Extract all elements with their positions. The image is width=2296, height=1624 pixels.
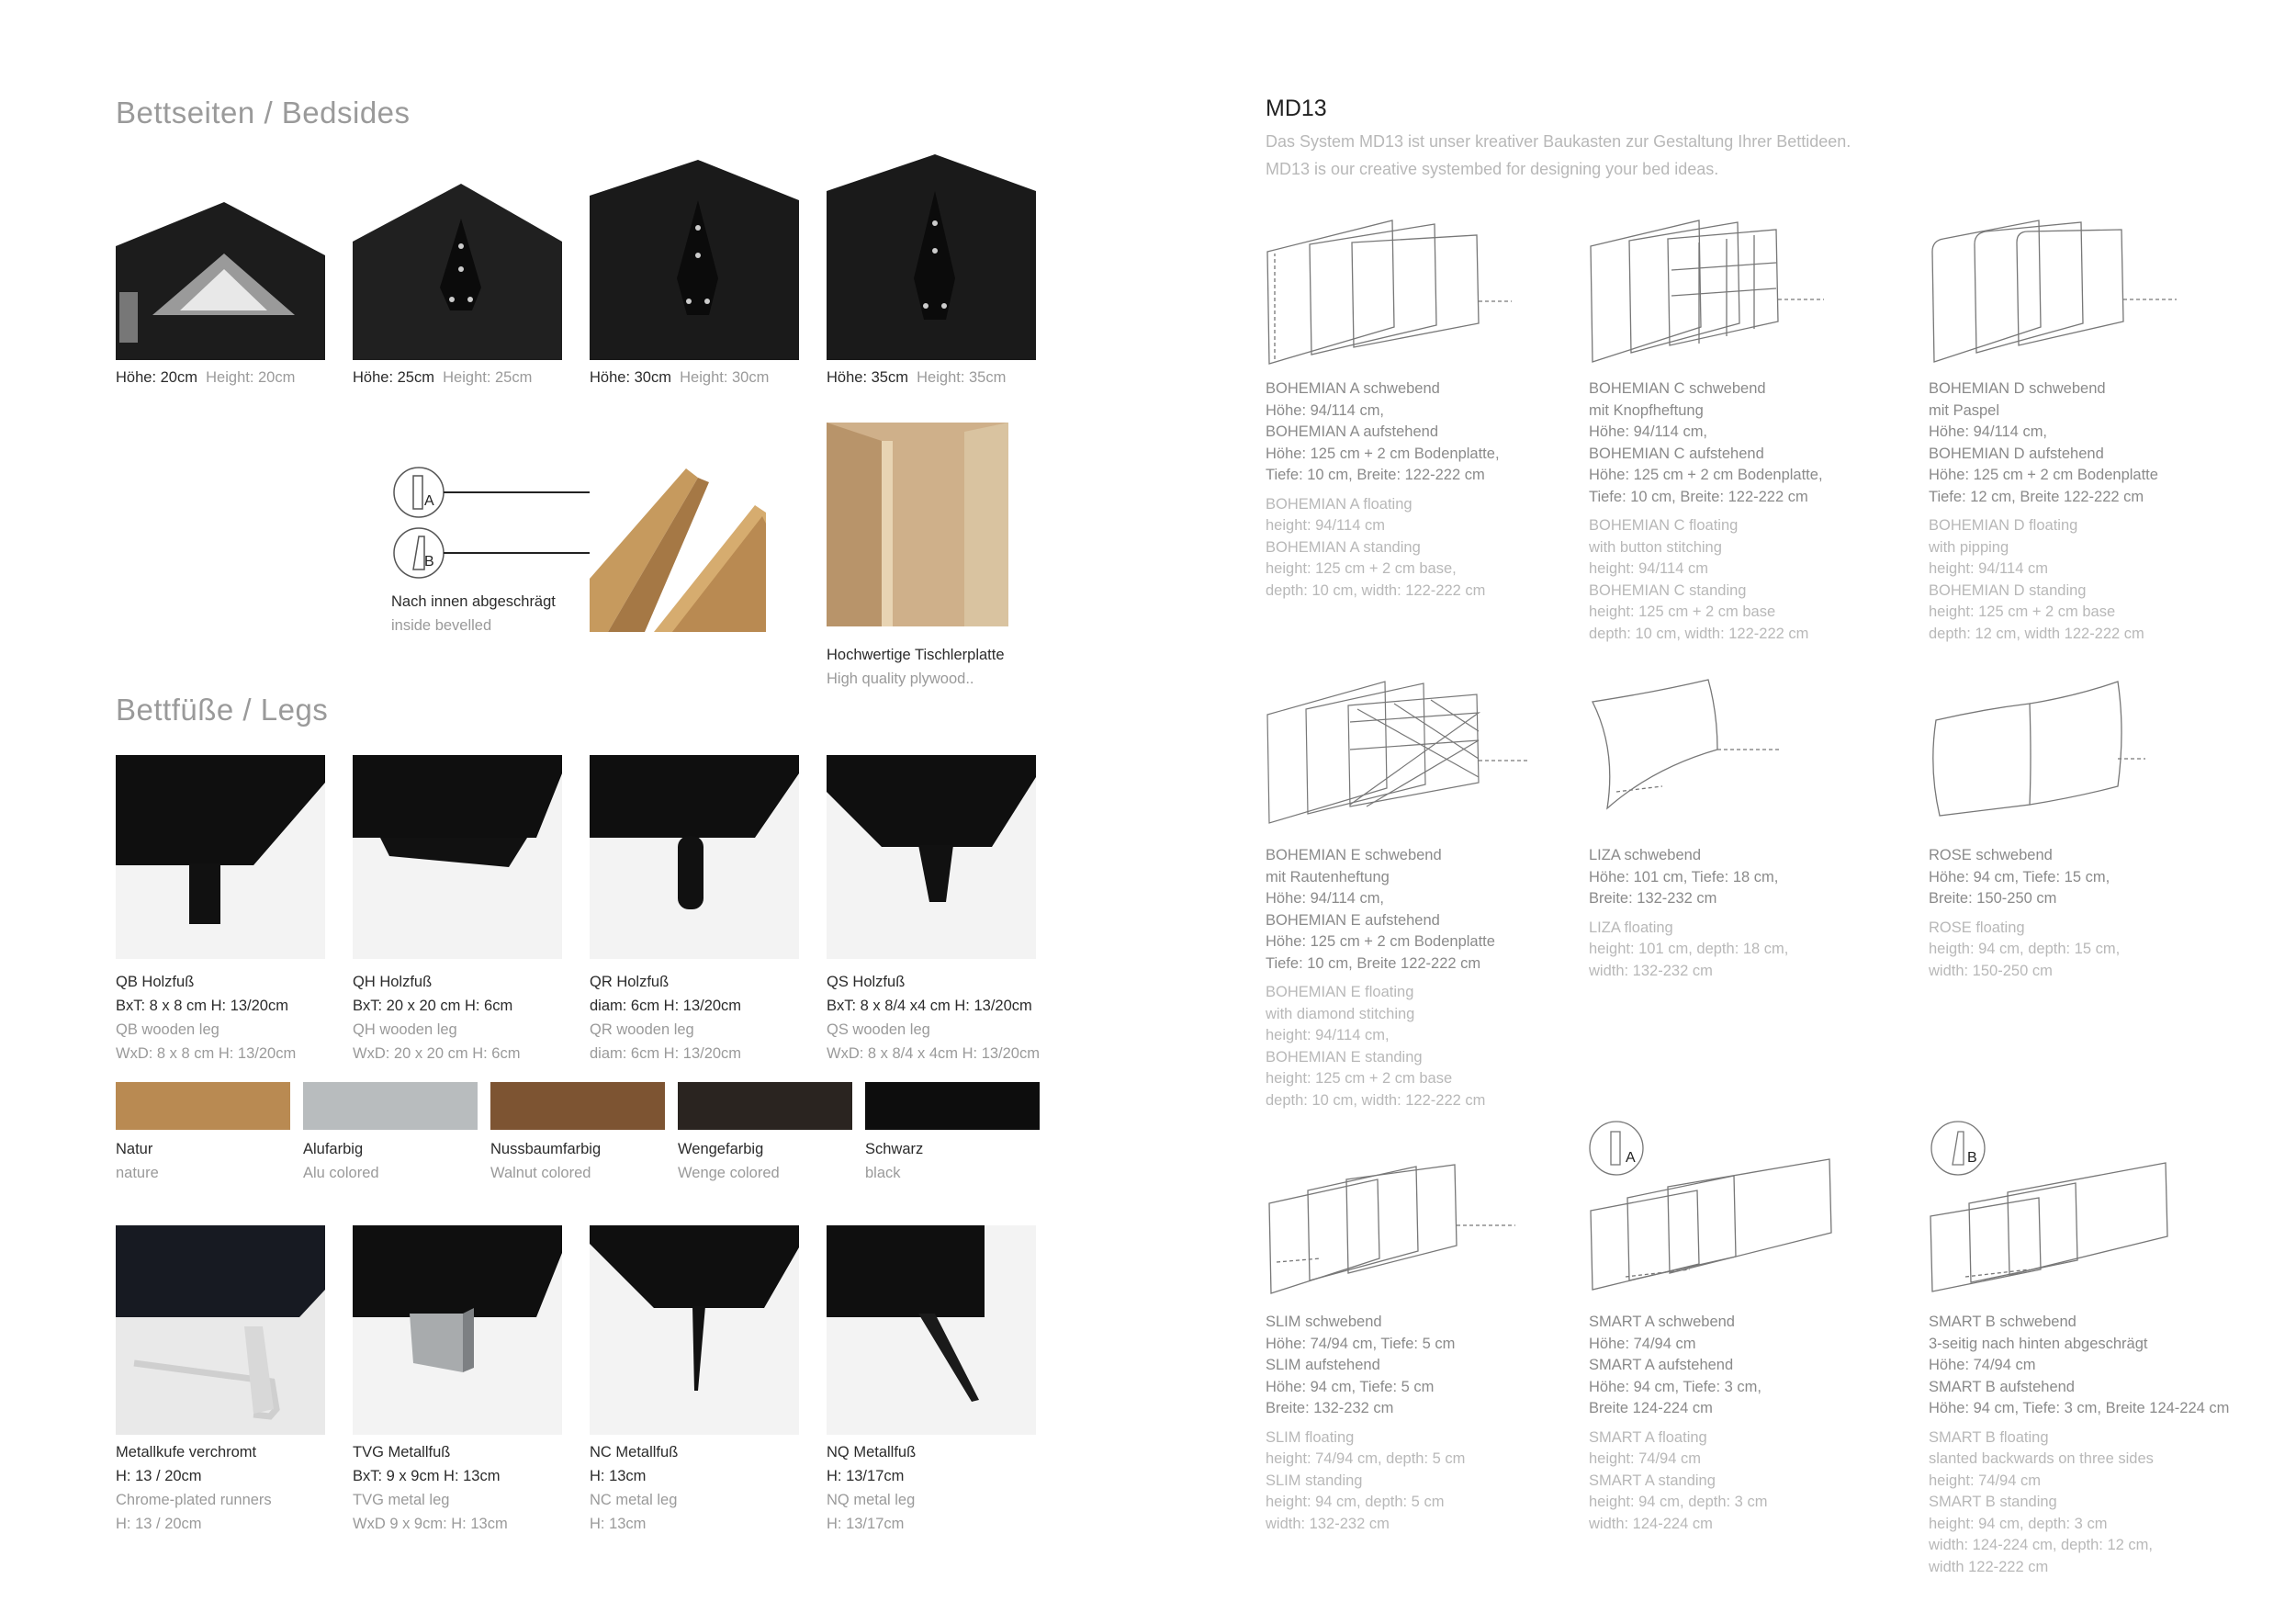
spec-line-en: height: 125 cm + 2 cm base bbox=[1266, 1070, 1453, 1087]
leg-dims-de: diam: 6cm H: 13/20cm bbox=[590, 998, 742, 1014]
smart-a-label: A bbox=[1626, 1150, 1636, 1166]
bevel-caption bbox=[391, 590, 556, 637]
leg-dims-en: WxD: 20 x 20 cm H: 6cm bbox=[353, 1045, 521, 1062]
finish-label-alu bbox=[303, 1137, 379, 1185]
spec-line-de: Höhe: 94/114 cm, bbox=[1266, 890, 1385, 907]
finish-swatch-walnut bbox=[490, 1082, 665, 1130]
legs-heading-en: Legs bbox=[260, 693, 329, 727]
spec-line-de: Breite: 150-250 cm bbox=[1929, 890, 2057, 907]
bohemian-c-spec bbox=[1589, 378, 1823, 645]
spec-line-en: SMART B standing bbox=[1929, 1494, 2057, 1510]
plywood-caption bbox=[827, 643, 1005, 691]
bedside-height-de: Höhe: 20cm bbox=[116, 369, 197, 386]
nc-leg-caption bbox=[590, 1440, 678, 1536]
spec-line-en: SLIM standing bbox=[1266, 1472, 1363, 1489]
spec-line-en: width: 132-232 cm bbox=[1589, 962, 1713, 979]
spec-line-en: width: 150-250 cm bbox=[1929, 962, 2053, 979]
leg-name-en: Chrome-plated runners bbox=[116, 1492, 272, 1508]
qh-leg-caption bbox=[353, 970, 520, 1066]
bevel-profile-diagram bbox=[391, 467, 590, 586]
leg-dims-en: WxD: 8 x 8/4 x 4cm H: 13/20cm bbox=[827, 1045, 1040, 1062]
qr-leg-photo bbox=[590, 755, 799, 959]
leg-name-de: NC Metallfuß bbox=[590, 1444, 679, 1460]
spec-line-de: BOHEMIAN C aufstehend bbox=[1589, 445, 1764, 462]
spec-line-en: BOHEMIAN E standing bbox=[1266, 1048, 1423, 1066]
bevel-caption-de: Nach innen abgeschrägt bbox=[391, 593, 556, 610]
spec-line-de: Höhe: 125 cm + 2 cm Bodenplatte bbox=[1929, 467, 2158, 483]
spec-gap bbox=[1266, 1420, 1465, 1427]
spec-line-en: slanted backwards on three sides bbox=[1929, 1450, 2154, 1467]
bedside-height-en: Height: 25cm bbox=[443, 369, 533, 386]
spec-line-en: SMART B floating bbox=[1929, 1428, 2049, 1446]
bohemian-d-spec bbox=[1929, 378, 2158, 645]
slim-spec bbox=[1266, 1312, 1465, 1535]
spec-line-de: mit Rautenheftung bbox=[1266, 868, 1390, 885]
finish-swatch-wenge bbox=[678, 1082, 852, 1130]
finish-de: Schwarz bbox=[865, 1141, 924, 1157]
bedside-caption-20 bbox=[116, 366, 295, 389]
spec-line-en: with diamond stitching bbox=[1266, 1005, 1415, 1022]
liza-spec bbox=[1589, 845, 1788, 982]
spec-line-en: width: 124-224 cm bbox=[1589, 1515, 1713, 1532]
spec-line-de: Höhe: 125 cm + 2 cm Bodenplatte, bbox=[1266, 445, 1500, 462]
finish-label-black bbox=[865, 1137, 923, 1185]
rose-sketch bbox=[1929, 676, 2149, 823]
spec-line-de: Höhe: 74/94 cm, Tiefe: 5 cm bbox=[1266, 1335, 1456, 1352]
leg-dims-de: BxT: 8 x 8/4 x4 cm H: 13/20cm bbox=[827, 998, 1032, 1014]
leg-name-en: QH wooden leg bbox=[353, 1021, 457, 1038]
chrome-runner-caption bbox=[116, 1440, 272, 1536]
spec-line-de: Tiefe: 10 cm, Breite: 122-222 cm bbox=[1589, 488, 1808, 505]
spec-line-en: BOHEMIAN E floating bbox=[1266, 984, 1414, 1000]
spec-line-en: height: 94/114 cm bbox=[1929, 560, 2048, 577]
spec-line-de: BOHEMIAN D schwebend bbox=[1929, 380, 2106, 397]
finish-label-wenge bbox=[678, 1137, 780, 1185]
bevel-label-a: A bbox=[424, 493, 434, 509]
bohemian-c-sketch bbox=[1589, 215, 1828, 369]
spec-line-de: SLIM schwebend bbox=[1266, 1314, 1382, 1330]
spec-line-de: Höhe: 94 cm, Tiefe: 3 cm, bbox=[1589, 1378, 1761, 1395]
legs-heading-de: Bettfüße bbox=[116, 693, 234, 727]
spec-line-en: with pipping bbox=[1929, 538, 2009, 556]
spec-line-en: width: 132-232 cm bbox=[1266, 1515, 1390, 1532]
spec-line-en: BOHEMIAN C standing bbox=[1589, 581, 1747, 599]
leg-dims-en: H: 13/17cm bbox=[827, 1516, 905, 1532]
spec-line-de: Breite 124-224 cm bbox=[1589, 1400, 1713, 1416]
spec-line-de: Höhe: 101 cm, Tiefe: 18 cm, bbox=[1589, 868, 1779, 885]
bedside-height-de: Höhe: 35cm bbox=[827, 369, 908, 386]
finish-swatch-natur bbox=[116, 1082, 290, 1130]
leg-name-de: QS Holzfuß bbox=[827, 974, 906, 990]
bedside-caption-35 bbox=[827, 366, 1006, 389]
spec-line-en: height: 94/114 cm bbox=[1589, 560, 1708, 577]
spec-line-en: height: 125 cm + 2 cm base bbox=[1929, 603, 2116, 620]
plywood-caption-de: Hochwertige Tischlerplatte bbox=[827, 647, 1005, 663]
qh-leg-photo bbox=[353, 755, 562, 959]
spec-line-de: SMART A aufstehend bbox=[1589, 1357, 1734, 1373]
spec-line-de: BOHEMIAN E aufstehend bbox=[1266, 911, 1440, 929]
finish-label-natur bbox=[116, 1137, 159, 1185]
smart-b-sketch bbox=[1929, 1119, 2186, 1293]
qr-leg-caption bbox=[590, 970, 741, 1066]
leg-name-en: NQ metal leg bbox=[827, 1492, 916, 1508]
spec-line-en: height: 94 cm, depth: 3 cm bbox=[1929, 1515, 2108, 1532]
leg-dims-de: H: 13/17cm bbox=[827, 1468, 905, 1484]
bohemian-d-sketch bbox=[1929, 215, 2186, 369]
smart-b-label: B bbox=[1967, 1150, 1977, 1166]
leg-dims-en: H: 13cm bbox=[590, 1516, 647, 1532]
spec-line-en: LIZA floating bbox=[1589, 919, 1673, 936]
smart-a-spec bbox=[1589, 1312, 1767, 1535]
spec-line-de: Höhe: 74/94 cm bbox=[1929, 1357, 2036, 1373]
bedside-corner-photo-35 bbox=[827, 154, 1036, 360]
spec-line-en: BOHEMIAN A floating bbox=[1266, 495, 1412, 513]
leg-name-de: Metallkufe verchromt bbox=[116, 1444, 257, 1460]
heading-separator: / bbox=[242, 693, 253, 727]
bedside-height-en: Height: 35cm bbox=[917, 369, 1007, 386]
leg-name-de: NQ Metallfuß bbox=[827, 1444, 917, 1460]
spec-line-en: BOHEMIAN D standing bbox=[1929, 581, 2087, 599]
bevel-wood-photo bbox=[590, 468, 766, 632]
bedside-height-de: Höhe: 30cm bbox=[590, 369, 671, 386]
spec-line-en: depth: 10 cm, width: 122-222 cm bbox=[1266, 1091, 1486, 1109]
legs-heading bbox=[116, 693, 328, 727]
spec-line-de: Höhe: 94 cm, Tiefe: 15 cm, bbox=[1929, 868, 2110, 885]
spec-line-en: depth: 12 cm, width 122-222 cm bbox=[1929, 625, 2144, 642]
finish-en: Wenge colored bbox=[678, 1165, 780, 1181]
finish-en: Alu colored bbox=[303, 1165, 379, 1181]
leg-dims-de: BxT: 8 x 8 cm H: 13/20cm bbox=[116, 998, 288, 1014]
smart-a-sketch bbox=[1589, 1119, 1846, 1293]
spec-line-de: 3-seitig nach hinten abgeschrägt bbox=[1929, 1335, 2148, 1352]
spec-line-en: height: 94/114 cm, bbox=[1266, 1027, 1390, 1043]
spec-line-en: depth: 10 cm, width: 122-222 cm bbox=[1589, 625, 1809, 642]
leg-dims-en: WxD: 8 x 8 cm H: 13/20cm bbox=[116, 1045, 297, 1062]
spec-line-en: height: 101 cm, depth: 18 cm, bbox=[1589, 941, 1789, 957]
spec-line-de: BOHEMIAN C schwebend bbox=[1589, 380, 1766, 397]
finish-de: Natur bbox=[116, 1141, 153, 1157]
spec-line-de: LIZA schwebend bbox=[1589, 847, 1701, 863]
spec-line-en: SMART A floating bbox=[1589, 1428, 1707, 1446]
spec-line-en: BOHEMIAN D floating bbox=[1929, 517, 2078, 534]
finish-en: black bbox=[865, 1165, 901, 1181]
rose-spec bbox=[1929, 845, 2120, 982]
smart-b-spec bbox=[1929, 1312, 2229, 1578]
spec-line-en: height: 125 cm + 2 cm base bbox=[1589, 603, 1776, 620]
qs-leg-photo bbox=[827, 755, 1036, 959]
spec-line-en: depth: 10 cm, width: 122-222 cm bbox=[1266, 581, 1486, 599]
spec-line-de: mit Paspel bbox=[1929, 401, 2000, 419]
qb-leg-photo bbox=[116, 755, 325, 959]
spec-line-en: SLIM floating bbox=[1266, 1428, 1355, 1446]
spec-line-de: Höhe: 125 cm + 2 cm Bodenplatte bbox=[1266, 933, 1495, 950]
spec-line-de: ROSE schwebend bbox=[1929, 847, 2053, 863]
tvg-leg-photo bbox=[353, 1225, 562, 1435]
leg-name-de: QR Holzfuß bbox=[590, 974, 670, 990]
nc-leg-photo bbox=[590, 1225, 799, 1435]
spec-line-de: Tiefe: 12 cm, Breite 122-222 cm bbox=[1929, 488, 2144, 505]
qs-leg-caption bbox=[827, 970, 1040, 1066]
spec-gap bbox=[1589, 910, 1788, 918]
heading-separator: / bbox=[264, 96, 274, 130]
spec-line-en: heigth: 94 cm, depth: 15 cm, bbox=[1929, 941, 2121, 957]
finish-de: Wengefarbig bbox=[678, 1141, 764, 1157]
spec-line-de: SLIM aufstehend bbox=[1266, 1357, 1380, 1373]
spec-line-de: Höhe: 94 cm, Tiefe: 3 cm, Breite 124-224 cm bbox=[1929, 1400, 2230, 1416]
bohemian-e-sketch bbox=[1266, 676, 1532, 830]
spec-line-en: with button stitching bbox=[1589, 538, 1722, 556]
leg-name-de: QH Holzfuß bbox=[353, 974, 433, 990]
finish-en: nature bbox=[116, 1165, 159, 1181]
spec-line-de: Höhe: 94/114 cm, bbox=[1589, 423, 1708, 440]
bedsides-heading-en: Bedsides bbox=[281, 96, 411, 130]
spec-gap bbox=[1266, 487, 1500, 494]
bedside-corner-photo-25 bbox=[353, 154, 562, 360]
leg-name-de: TVG Metallfuß bbox=[353, 1444, 451, 1460]
leg-name-en: NC metal leg bbox=[590, 1492, 678, 1508]
bedside-corner-photo-20 bbox=[116, 154, 325, 360]
leg-dims-en: WxD 9 x 9cm: H: 13cm bbox=[353, 1516, 508, 1532]
spec-line-en: height: 125 cm + 2 cm base, bbox=[1266, 560, 1457, 577]
finish-swatch-alu bbox=[303, 1082, 478, 1130]
spec-line-en: height: 94 cm, depth: 5 cm bbox=[1266, 1494, 1445, 1510]
leg-name-en: QB wooden leg bbox=[116, 1021, 219, 1038]
bohemian-a-spec bbox=[1266, 378, 1500, 602]
spec-line-de: Breite: 132-232 cm bbox=[1589, 890, 1717, 907]
leg-dims-en: diam: 6cm H: 13/20cm bbox=[590, 1045, 742, 1062]
plywood-photo bbox=[827, 423, 1023, 626]
bedsides-heading-de: Bettseiten bbox=[116, 96, 255, 130]
spec-gap bbox=[1929, 1420, 2229, 1427]
finish-label-walnut bbox=[490, 1137, 601, 1185]
md13-title: MD13 bbox=[1266, 96, 1327, 121]
finish-en: Walnut colored bbox=[490, 1165, 591, 1181]
spec-line-de: Höhe: 94 cm, Tiefe: 5 cm bbox=[1266, 1378, 1435, 1395]
leg-dims-de: H: 13cm bbox=[590, 1468, 647, 1484]
leg-name-de: QB Holzfuß bbox=[116, 974, 195, 990]
bedsides-heading bbox=[116, 96, 411, 130]
spec-line-en: height: 74/94 cm bbox=[1589, 1450, 1701, 1467]
spec-line-en: height: 74/94 cm bbox=[1929, 1472, 2041, 1489]
spec-gap bbox=[1266, 975, 1495, 982]
spec-line-de: Höhe: 125 cm + 2 cm Bodenplatte, bbox=[1589, 467, 1823, 483]
bevel-caption-en: inside bevelled bbox=[391, 617, 492, 634]
leg-dims-en: H: 13 / 20cm bbox=[116, 1516, 202, 1532]
bohemian-a-sketch bbox=[1266, 217, 1514, 371]
spec-line-en: BOHEMIAN C floating bbox=[1589, 517, 1739, 534]
spec-line-en: height: 94 cm, depth: 3 cm bbox=[1589, 1494, 1768, 1510]
bevel-label-b: B bbox=[424, 554, 434, 570]
spec-line-en: height: 74/94 cm, depth: 5 cm bbox=[1266, 1450, 1466, 1467]
md13-subtitle-de: Das System MD13 ist unser kreativer Baukasten zur Gestaltung Ihrer Bettideen. bbox=[1266, 132, 1851, 151]
spec-line-de: BOHEMIAN E schwebend bbox=[1266, 847, 1442, 863]
spec-line-de: Höhe: 74/94 cm bbox=[1589, 1335, 1696, 1352]
spec-line-de: Tiefe: 10 cm, Breite 122-222 cm bbox=[1266, 954, 1481, 972]
leg-name-en: QR wooden leg bbox=[590, 1021, 694, 1038]
leg-dims-de: H: 13 / 20cm bbox=[116, 1468, 202, 1484]
spec-gap bbox=[1589, 1420, 1767, 1427]
finish-swatch-black bbox=[865, 1082, 1040, 1130]
nq-leg-caption bbox=[827, 1440, 916, 1536]
spec-line-de: mit Knopfheftung bbox=[1589, 401, 1704, 419]
bedside-height-en: Height: 20cm bbox=[206, 369, 296, 386]
spec-line-de: SMART B aufstehend bbox=[1929, 1378, 2075, 1395]
leg-name-en: QS wooden leg bbox=[827, 1021, 930, 1038]
spec-gap bbox=[1589, 508, 1823, 515]
spec-line-en: SMART A standing bbox=[1589, 1472, 1716, 1489]
bedside-caption-25 bbox=[353, 366, 532, 389]
spec-line-de: SMART A schwebend bbox=[1589, 1314, 1735, 1330]
spec-line-de: Breite: 132-232 cm bbox=[1266, 1400, 1394, 1416]
bedside-corner-photo-30 bbox=[590, 154, 799, 360]
spec-line-de: BOHEMIAN D aufstehend bbox=[1929, 445, 2104, 462]
spec-line-en: height: 94/114 cm bbox=[1266, 517, 1385, 534]
spec-line-de: BOHEMIAN A aufstehend bbox=[1266, 423, 1439, 440]
spec-line-en: width 122-222 cm bbox=[1929, 1558, 2049, 1575]
finish-de: Nussbaumfarbig bbox=[490, 1141, 602, 1157]
spec-line-en: width: 124-224 cm, depth: 12 cm, bbox=[1929, 1537, 2153, 1553]
spec-line-de: Höhe: 94/114 cm, bbox=[1266, 401, 1385, 419]
spec-line-en: ROSE floating bbox=[1929, 919, 2025, 936]
spec-line-de: Tiefe: 10 cm, Breite: 122-222 cm bbox=[1266, 467, 1485, 483]
liza-sketch bbox=[1589, 676, 1809, 814]
spec-line-en: BOHEMIAN A standing bbox=[1266, 538, 1421, 556]
plywood-caption-en: High quality plywood.. bbox=[827, 671, 974, 687]
spec-line-de: SMART B schwebend bbox=[1929, 1314, 2077, 1330]
slim-sketch bbox=[1266, 1143, 1523, 1299]
finish-de: Alufarbig bbox=[303, 1141, 364, 1157]
bedside-caption-30 bbox=[590, 366, 769, 389]
nq-leg-photo bbox=[827, 1225, 1036, 1435]
bohemian-e-spec bbox=[1266, 845, 1495, 1111]
spec-line-de: BOHEMIAN A schwebend bbox=[1266, 380, 1440, 397]
spec-line-de: Höhe: 94/114 cm, bbox=[1929, 423, 2048, 440]
bedside-height-en: Height: 30cm bbox=[680, 369, 770, 386]
tvg-leg-caption bbox=[353, 1440, 508, 1536]
md13-subtitle-en: MD13 is our creative systembed for designing your bed ideas. bbox=[1266, 160, 1719, 178]
qb-leg-caption bbox=[116, 970, 296, 1066]
leg-name-en: TVG metal leg bbox=[353, 1492, 450, 1508]
leg-dims-de: BxT: 9 x 9cm H: 13cm bbox=[353, 1468, 501, 1484]
chrome-runner-photo bbox=[116, 1225, 325, 1435]
bedside-height-de: Höhe: 25cm bbox=[353, 369, 434, 386]
leg-dims-de: BxT: 20 x 20 cm H: 6cm bbox=[353, 998, 513, 1014]
spec-gap bbox=[1929, 910, 2120, 918]
spec-gap bbox=[1929, 508, 2158, 515]
